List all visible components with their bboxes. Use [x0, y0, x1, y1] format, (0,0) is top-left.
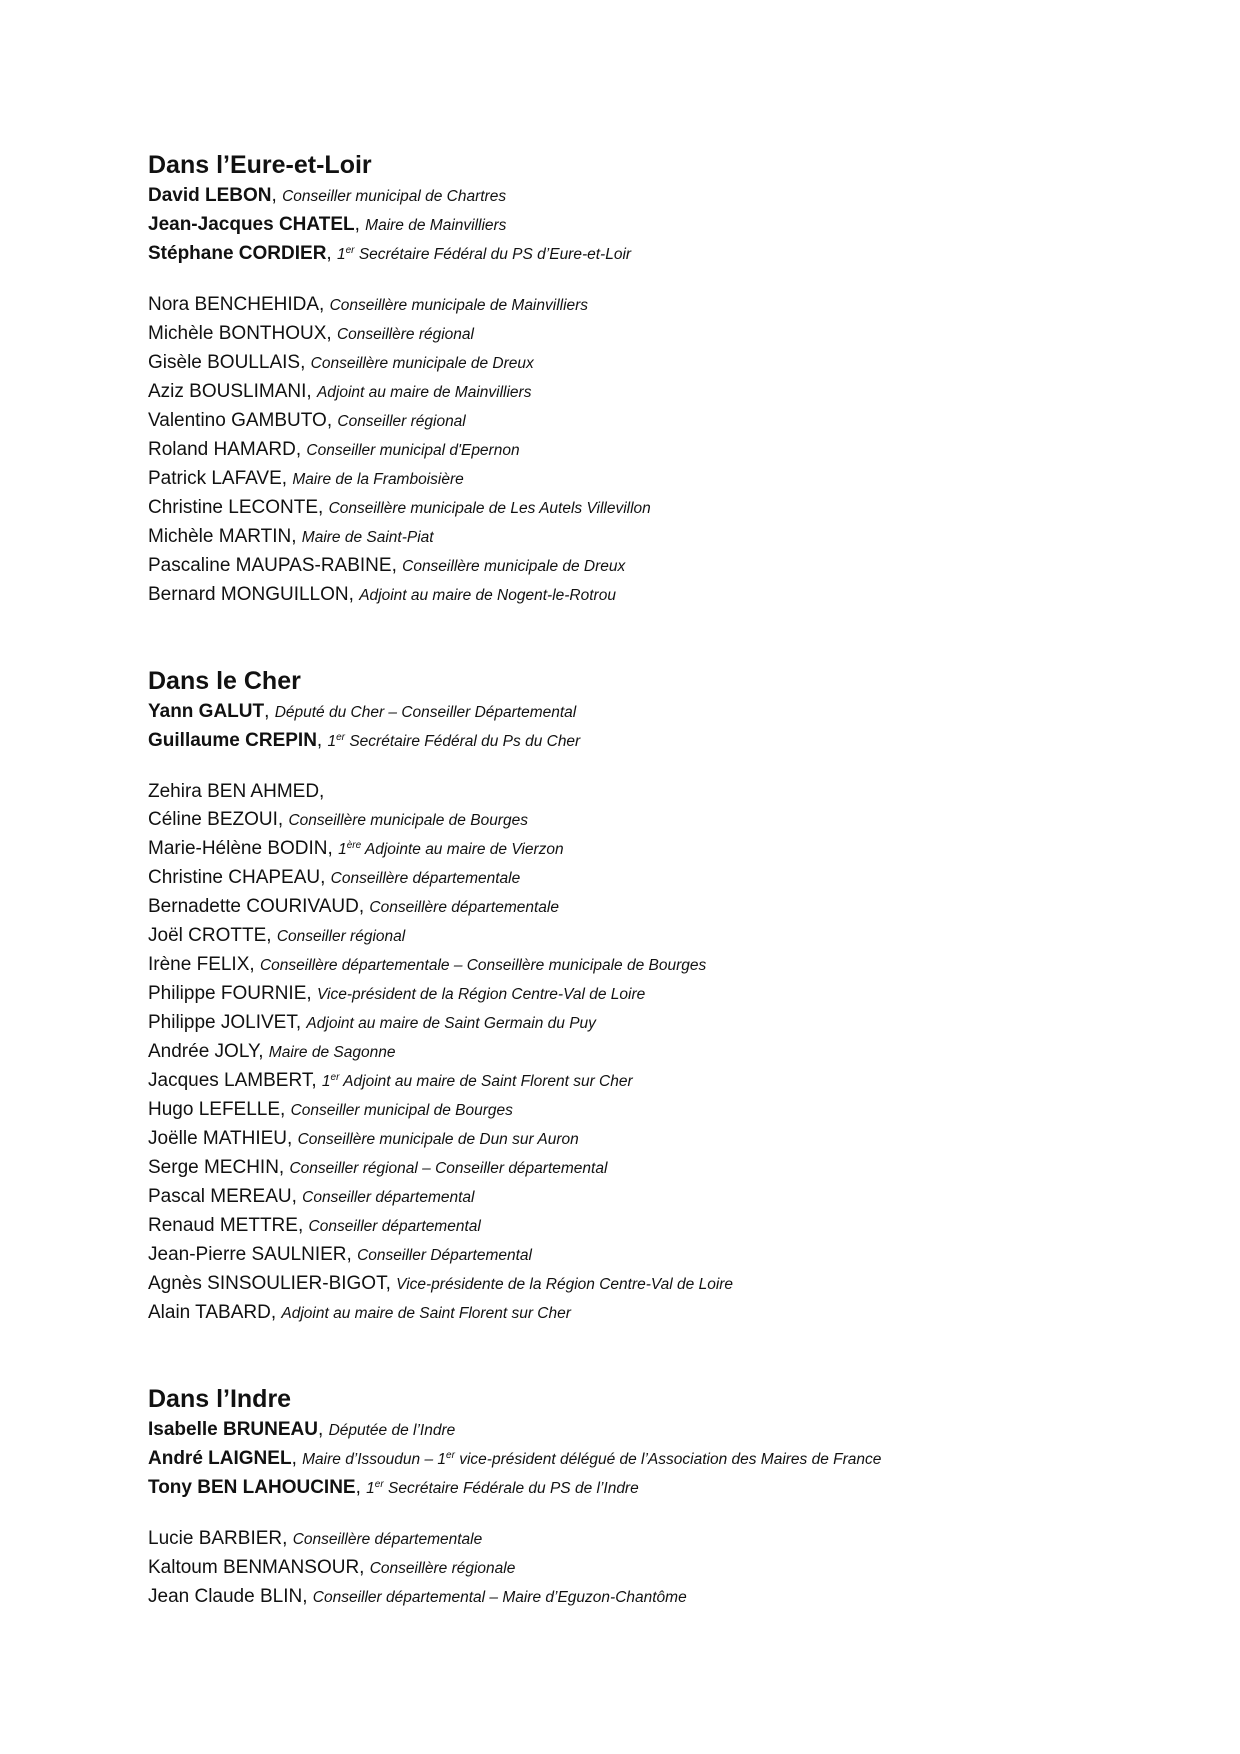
name-separator: ,: [281, 468, 288, 489]
person-name: Lucie BARBIER: [148, 1528, 283, 1549]
member-entry: [148, 864, 1148, 893]
role-text: Députée de l’Indre: [328, 1422, 456, 1439]
name-separator: ,: [391, 555, 397, 576]
name-separator: ,: [291, 1448, 297, 1469]
person-role: [288, 812, 528, 829]
name-separator: ,: [326, 323, 332, 344]
member-entry: [148, 523, 1148, 552]
name-separator: ,: [311, 1070, 317, 1091]
name-separator: ,: [354, 214, 360, 235]
person-role: [282, 188, 506, 205]
person-name: Jacques LAMBERT: [148, 1070, 312, 1091]
person-name: Pascaline MAUPAS-RABINE: [148, 555, 392, 576]
role-text: Conseiller régional: [276, 928, 406, 945]
name-separator: ,: [326, 243, 332, 264]
role-ordinal-suffix: ère: [346, 839, 362, 851]
role-text: Conseiller municipal de Chartres: [282, 188, 507, 205]
name-separator: ,: [316, 730, 323, 751]
member-entry: [148, 494, 1148, 523]
members-list: [148, 778, 1148, 1328]
department-title: Dans le Cher: [148, 667, 301, 695]
member-entry: [148, 1583, 1148, 1612]
person-name: Christine LECONTE: [148, 497, 318, 518]
role-text: Maire de Mainvilliers: [365, 217, 507, 234]
leaders-list: [148, 698, 1148, 756]
person-name: Pascal MEREAU: [148, 1186, 292, 1207]
role-text: Conseillère municipale de Mainvilliers: [329, 297, 589, 314]
person-role: [313, 1589, 687, 1606]
role-text: Adjointe au maire de Vierzon: [361, 841, 564, 858]
member-entry: [148, 349, 1148, 378]
name-separator: ,: [295, 439, 302, 460]
department-title: Dans l’Eure-et-Loir: [148, 151, 372, 179]
person-role: [298, 1131, 579, 1148]
person-name: Serge MECHIN: [148, 1157, 279, 1178]
role-text: Maire d’Issoudun – 1: [302, 1451, 447, 1468]
role-text: Conseillère municipale de Les Autels Villevillon: [328, 500, 651, 517]
role-text: Adjoint au maire de Saint Germain du Puy: [306, 1015, 596, 1032]
name-separator: ,: [287, 1128, 293, 1149]
member-entry: [148, 1038, 1148, 1067]
role-ordinal-suffix: er: [345, 244, 355, 256]
leader-entry: [148, 182, 1148, 211]
role-text: Adjoint au maire de Mainvilliers: [316, 384, 532, 401]
role-ordinal-suffix: er: [336, 731, 346, 743]
member-entry: [148, 552, 1148, 581]
person-role: [337, 413, 465, 430]
person-role: [277, 928, 405, 945]
role-text: Conseillère départementale – Conseillère municipale de Bourges: [259, 957, 707, 974]
person-role: [337, 326, 474, 343]
member-entry: [148, 778, 1148, 806]
person-name: Zehira BEN AHMED: [148, 781, 320, 802]
member-entry: [148, 1154, 1148, 1183]
person-role: [329, 500, 651, 517]
members-list: [148, 1525, 1148, 1612]
person-name: Jean-Jacques CHATEL: [148, 214, 355, 235]
role-text: Conseiller régional – Conseiller départemental: [289, 1160, 608, 1177]
role-text: Conseiller municipal de Bourges: [290, 1102, 513, 1119]
role-text: 1: [366, 1480, 375, 1497]
name-separator: ,: [278, 1157, 285, 1178]
leaders-list: [148, 182, 1148, 269]
member-entry: [148, 1299, 1148, 1328]
person-name: Bernard MONGUILLON: [148, 584, 349, 605]
member-entry: [148, 1241, 1148, 1270]
member-entry: [148, 465, 1148, 494]
person-name: Jean-Pierre SAULNIER: [148, 1244, 347, 1265]
person-name: Kaltoum BENMANSOUR: [148, 1557, 360, 1578]
role-text: Adjoint au maire de Saint Florent sur Cher: [281, 1305, 571, 1322]
member-entry: [148, 1183, 1148, 1212]
name-separator: ,: [291, 1186, 297, 1207]
person-name: Gisèle BOULLAIS: [148, 352, 301, 373]
member-entry: [148, 951, 1148, 980]
person-role: [322, 1073, 633, 1090]
member-entry: [148, 320, 1148, 349]
name-separator: ,: [358, 896, 365, 917]
group-spacer: [148, 1503, 1148, 1525]
person-role: [302, 1451, 881, 1468]
group-spacer: [148, 269, 1148, 291]
role-text: Conseillère municipale de Bourges: [288, 812, 528, 829]
name-separator: ,: [264, 701, 270, 722]
role-text: Vice-présidente de la Région Centre-Val de Loire: [396, 1276, 734, 1293]
member-entry: [148, 806, 1148, 835]
role-text: Conseillère municipale de Dreux: [402, 558, 626, 575]
role-text: Conseillère municipale de Dreux: [310, 355, 534, 372]
role-ordinal-suffix: er: [374, 1478, 384, 1490]
person-role: [306, 442, 519, 459]
role-text: Conseiller départemental: [308, 1218, 481, 1235]
member-entry: [148, 1212, 1148, 1241]
person-name: Agnès SINSOULIER-BIGOT: [148, 1273, 386, 1294]
person-name: Irène FELIX: [148, 954, 250, 975]
role-text: Maire de Saint-Piat: [301, 529, 434, 546]
name-separator: ,: [249, 954, 255, 975]
member-entry: [148, 1096, 1148, 1125]
person-role: [260, 957, 706, 974]
person-role: [291, 1102, 513, 1119]
role-text: Conseiller municipal d'Epernon: [306, 442, 520, 459]
person-role: [370, 1560, 516, 1577]
name-separator: ,: [266, 925, 272, 946]
name-separator: ,: [348, 584, 354, 605]
person-role: [293, 1531, 483, 1548]
person-role: [365, 217, 506, 234]
person-name: Joëlle MATHIEU: [148, 1128, 288, 1149]
person-role: [311, 355, 534, 372]
person-role: [289, 1160, 607, 1177]
name-separator: ,: [277, 809, 284, 830]
person-name: Marie-Hélène BODIN: [148, 838, 328, 859]
person-name: Valentino GAMBUTO: [148, 410, 327, 431]
name-separator: ,: [282, 1528, 288, 1549]
person-name: Philippe JOLIVET: [148, 1012, 296, 1033]
person-name: Bernadette COURIVAUD: [148, 896, 359, 917]
name-separator: ,: [319, 294, 325, 315]
name-separator: ,: [306, 381, 312, 402]
name-separator: ,: [297, 1215, 304, 1236]
document-page: [148, 150, 1148, 1612]
person-name: Andrée JOLY: [148, 1041, 259, 1062]
member-entry: [148, 407, 1148, 436]
name-separator: ,: [270, 1302, 277, 1323]
person-name: Joël CROTTE: [148, 925, 267, 946]
person-role: [359, 587, 616, 604]
leader-entry: [148, 727, 1148, 756]
person-name: Michèle BONTHOUX: [148, 323, 327, 344]
name-separator: ,: [258, 1041, 264, 1062]
name-separator: ,: [326, 410, 333, 431]
member-entry: [148, 1125, 1148, 1154]
person-role: [369, 899, 559, 916]
members-list: [148, 291, 1148, 610]
name-separator: ,: [385, 1273, 391, 1294]
person-name: Hugo LEFELLE: [148, 1099, 281, 1120]
person-role: [317, 384, 532, 401]
department-title: Dans l’Indre: [148, 1385, 292, 1413]
person-name: Nora BENCHEHIDA: [148, 294, 320, 315]
role-text: Maire de la Framboisière: [292, 471, 464, 488]
name-separator: ,: [318, 1419, 324, 1440]
role-text: 1: [336, 246, 346, 263]
person-role: [281, 1305, 570, 1322]
name-separator: ,: [300, 352, 306, 373]
role-text: 1: [321, 1073, 331, 1090]
role-text: Conseillère départementale: [292, 1531, 483, 1548]
person-role: [269, 1044, 396, 1061]
person-name: David LEBON: [148, 185, 272, 206]
name-separator: ,: [320, 867, 326, 888]
leader-entry: [148, 1416, 1148, 1445]
leader-entry: [148, 698, 1148, 727]
person-role: [329, 1422, 456, 1439]
role-text: Conseiller régional: [337, 413, 466, 430]
role-text: Conseiller départemental – Maire d’Eguzon-Chantôme: [312, 1589, 687, 1606]
member-entry: [148, 1270, 1148, 1299]
person-role: [331, 870, 521, 887]
person-role: [306, 1015, 596, 1032]
department-section: [148, 150, 1148, 610]
name-separator: ,: [280, 1099, 286, 1120]
leaders-list: [148, 1416, 1148, 1503]
name-separator: ,: [291, 526, 297, 547]
leader-entry: [148, 211, 1148, 240]
person-name: Isabelle BRUNEAU: [148, 1419, 318, 1440]
name-separator: ,: [355, 1477, 361, 1498]
role-text: Adjoint au maire de Saint Florent sur Cher: [339, 1073, 633, 1090]
person-role: [366, 1480, 639, 1497]
person-role: [292, 471, 463, 488]
group-spacer: [148, 756, 1148, 778]
name-separator: ,: [346, 1244, 352, 1265]
role-text: vice-président délégué de l’Association des Maires de France: [454, 1451, 882, 1468]
person-role: [337, 246, 631, 263]
person-name: André LAIGNEL: [148, 1448, 292, 1469]
role-text: Adjoint au maire de Nogent-le-Rotrou: [359, 587, 616, 604]
name-separator: ,: [271, 185, 277, 206]
person-role: [302, 529, 434, 546]
role-text: Conseiller départemental: [302, 1189, 475, 1206]
member-entry: [148, 291, 1148, 320]
person-role: [396, 1276, 733, 1293]
role-text: Conseiller Départemental: [357, 1247, 532, 1264]
person-name: Roland HAMARD: [148, 439, 296, 460]
role-text: Vice-président de la Région Centre-Val de Loire: [316, 986, 646, 1003]
department-section: [148, 666, 1148, 1328]
person-role: [357, 1247, 532, 1264]
person-name: Patrick LAFAVE: [148, 468, 282, 489]
role-ordinal-suffix: er: [446, 1449, 455, 1461]
person-name: Alain TABARD: [148, 1302, 271, 1323]
person-name: Aziz BOUSLIMANI: [148, 381, 307, 402]
leader-entry: [148, 1474, 1148, 1503]
name-separator: ,: [359, 1557, 365, 1578]
member-entry: [148, 922, 1148, 951]
person-role: [309, 1218, 481, 1235]
member-entry: [148, 1009, 1148, 1038]
member-entry: [148, 378, 1148, 407]
person-role: [402, 558, 625, 575]
role-text: Conseillère régionale: [369, 1560, 516, 1577]
role-ordinal-suffix: er: [330, 1071, 340, 1083]
role-text: Secrétaire Fédérale du PS de l’Indre: [383, 1480, 639, 1497]
name-separator: ,: [306, 983, 312, 1004]
member-entry: [148, 1525, 1148, 1554]
role-text: Député du Cher – Conseiller Départemental: [274, 704, 577, 721]
role-text: Conseillère régional: [336, 326, 474, 343]
member-entry: [148, 893, 1148, 922]
member-entry: [148, 980, 1148, 1009]
person-role: [302, 1189, 474, 1206]
member-entry: [148, 1067, 1148, 1096]
name-separator: ,: [327, 838, 333, 859]
role-text: Conseillère municipale de Dun sur Auron: [297, 1131, 579, 1148]
person-name: Jean Claude BLIN: [148, 1586, 303, 1607]
person-role: [330, 297, 588, 314]
person-name: Christine CHAPEAU: [148, 867, 321, 888]
role-text: Maire de Sagonne: [268, 1044, 396, 1061]
person-name: Tony BEN LAHOUCINE: [148, 1477, 356, 1498]
leader-entry: [148, 240, 1148, 269]
person-role: [275, 704, 577, 721]
name-separator: ,: [319, 781, 325, 802]
person-name: Philippe FOURNIE: [148, 983, 307, 1004]
member-entry: [148, 581, 1148, 610]
person-name: Renaud METTRE: [148, 1215, 298, 1236]
role-text: 1: [338, 841, 347, 858]
role-text: Conseillère départementale: [369, 899, 559, 916]
name-separator: ,: [302, 1586, 308, 1607]
role-text: Secrétaire Fédéral du PS d’Eure-et-Loir: [354, 246, 632, 263]
member-entry: [148, 436, 1148, 465]
role-text: Secrétaire Fédéral du Ps du Cher: [345, 733, 581, 750]
member-entry: [148, 1554, 1148, 1583]
person-name: Michèle MARTIN: [148, 526, 292, 547]
person-name: Stéphane CORDIER: [148, 243, 327, 264]
member-entry: [148, 835, 1148, 864]
person-role: [327, 733, 580, 750]
role-text: Conseillère départementale: [330, 870, 521, 887]
person-role: [317, 986, 645, 1003]
person-name: Guillaume CREPIN: [148, 730, 317, 751]
person-name: Yann GALUT: [148, 701, 265, 722]
person-name: Céline BEZOUI: [148, 809, 278, 830]
person-role: [338, 841, 564, 858]
name-separator: ,: [318, 497, 324, 518]
department-section: [148, 1384, 1148, 1612]
name-separator: ,: [295, 1012, 302, 1033]
role-text: 1: [327, 733, 337, 750]
leader-entry: [148, 1445, 1148, 1474]
